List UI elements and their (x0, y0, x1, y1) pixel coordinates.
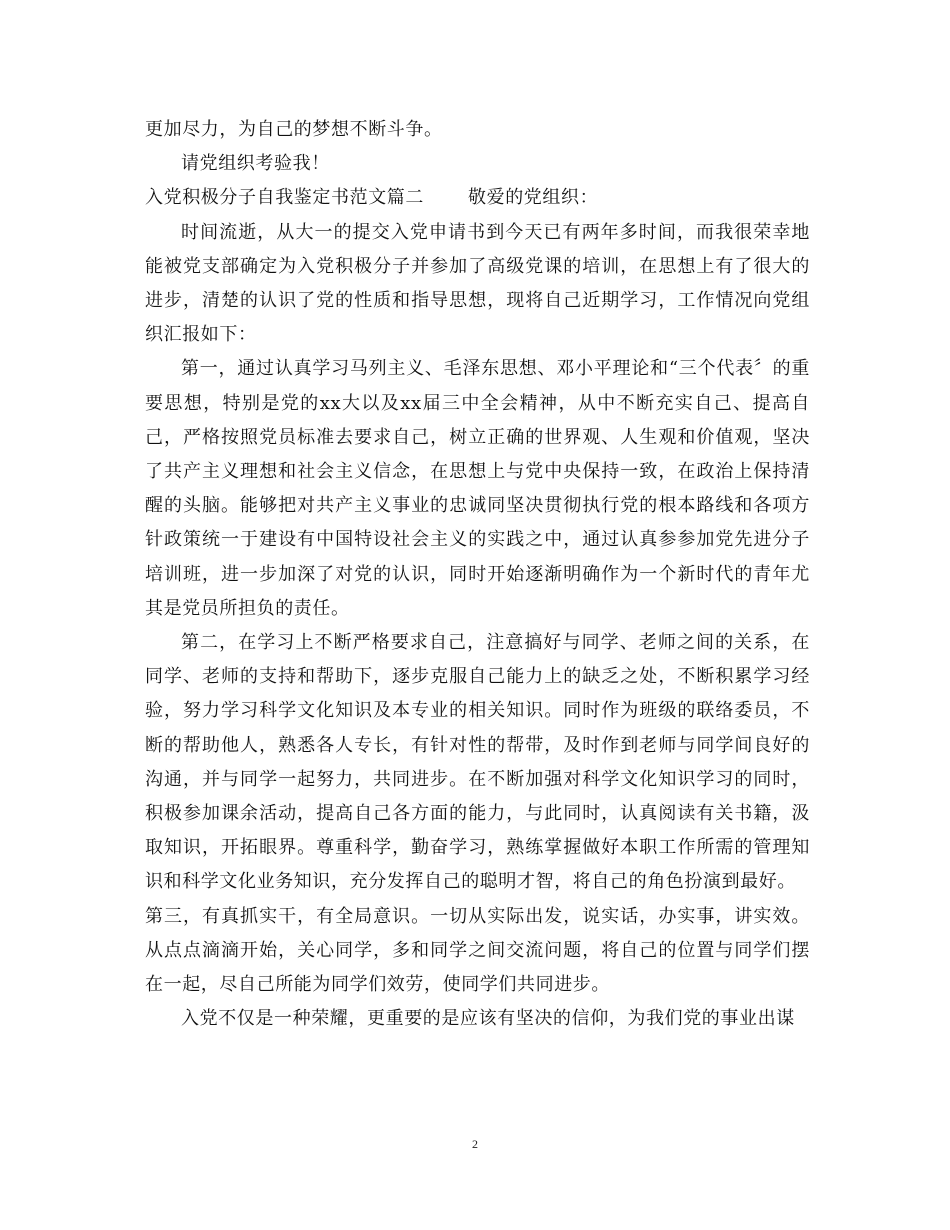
paragraph-closing: 入党不仅是一种荣耀，更重要的是应该有坚决的信仰，为我们党的事业出谋 (181, 1008, 795, 1030)
paragraph-second: 第二，在学习上不断严格要求自己，注意搞好与同学、老师之间的关系，在同学、老师的支持和帮助下，逐步克服自己能力上的缺乏之处，不断积累学习经验，努力学习科学文化知识及本专业的相关知识。同时作为班级的联络委员，不断的帮助他人，熟悉各人专长，有针对性的帮带，及时作到老师与同学间良好的沟通，并与同学一起努力，共同进步。在不断加强对科学文化知识学习的同时，积极参加课余活动，提高自己各方面的能力，与此同时，认真阅读有关书籍，汲取知识，开拓眼界。尊重科学，勤奋学习，熟练掌握做好本职工作所需的管理知识和科学文化业务知识，充分发挥自己的聪明才智，将自己的角色扮演到最好。 (145, 632, 810, 893)
document-body (145, 113, 810, 1036)
paragraph-2: 请党组织考验我！ (181, 153, 330, 175)
paragraph-third: 第三，有真抓实干，有全局意识。一切从实际出发，说实话，办实事，讲实效。从点点滴滴开始，关心同学，多和同学之间交流问题，将自己的位置与同学们摆在一起，尽自己所能为同学们效劳，使同学们共同进步。 (145, 905, 810, 996)
paragraph-first: 第一，通过认真学习马列主义、毛泽东思想、邓小平理论和“三个代表〞的重要思想，特别是党的xx大以及xx届三中全会精神，从中不断充实自己、提高自己，严格按照党员标准去要求自己，树立正确的世界观、人生观和价值观，坚决了共产主义理想和社会主义信念，在思想上与党中央保持一致，在政治上保持清醒的头脑。能够把对共产主义事业的忠诚同坚决贯彻执行党的根本路线和各项方针政策统一于建设有中国特设社会主义的实践之中，通过认真参参加党先进分子培训班，进一步加深了对党的认识，同时开始逐渐明确作为一个新时代的青年尤其是党员所担负的责任。 (145, 358, 810, 619)
section-title: 入党积极分子自我鉴定书范文篇二 (145, 187, 424, 209)
section-heading (145, 181, 810, 215)
paragraph-intro: 时间流逝，从大一的提交入党申请书到今天已有两年多时间，而我很荣幸地能被党支部确定为入党积极分子并参加了高级党课的培训，在思想上有了很大的进步，清楚的认识了党的性质和指导思想，现将自己近期学习，工作情况向党组织汇报如下： (145, 221, 810, 346)
salutation: 敬爱的党组织： (468, 187, 599, 209)
paragraph-1: 更加尽力，为自己的梦想不断斗争。 (145, 119, 443, 140)
page-number: 2 (472, 1137, 478, 1151)
